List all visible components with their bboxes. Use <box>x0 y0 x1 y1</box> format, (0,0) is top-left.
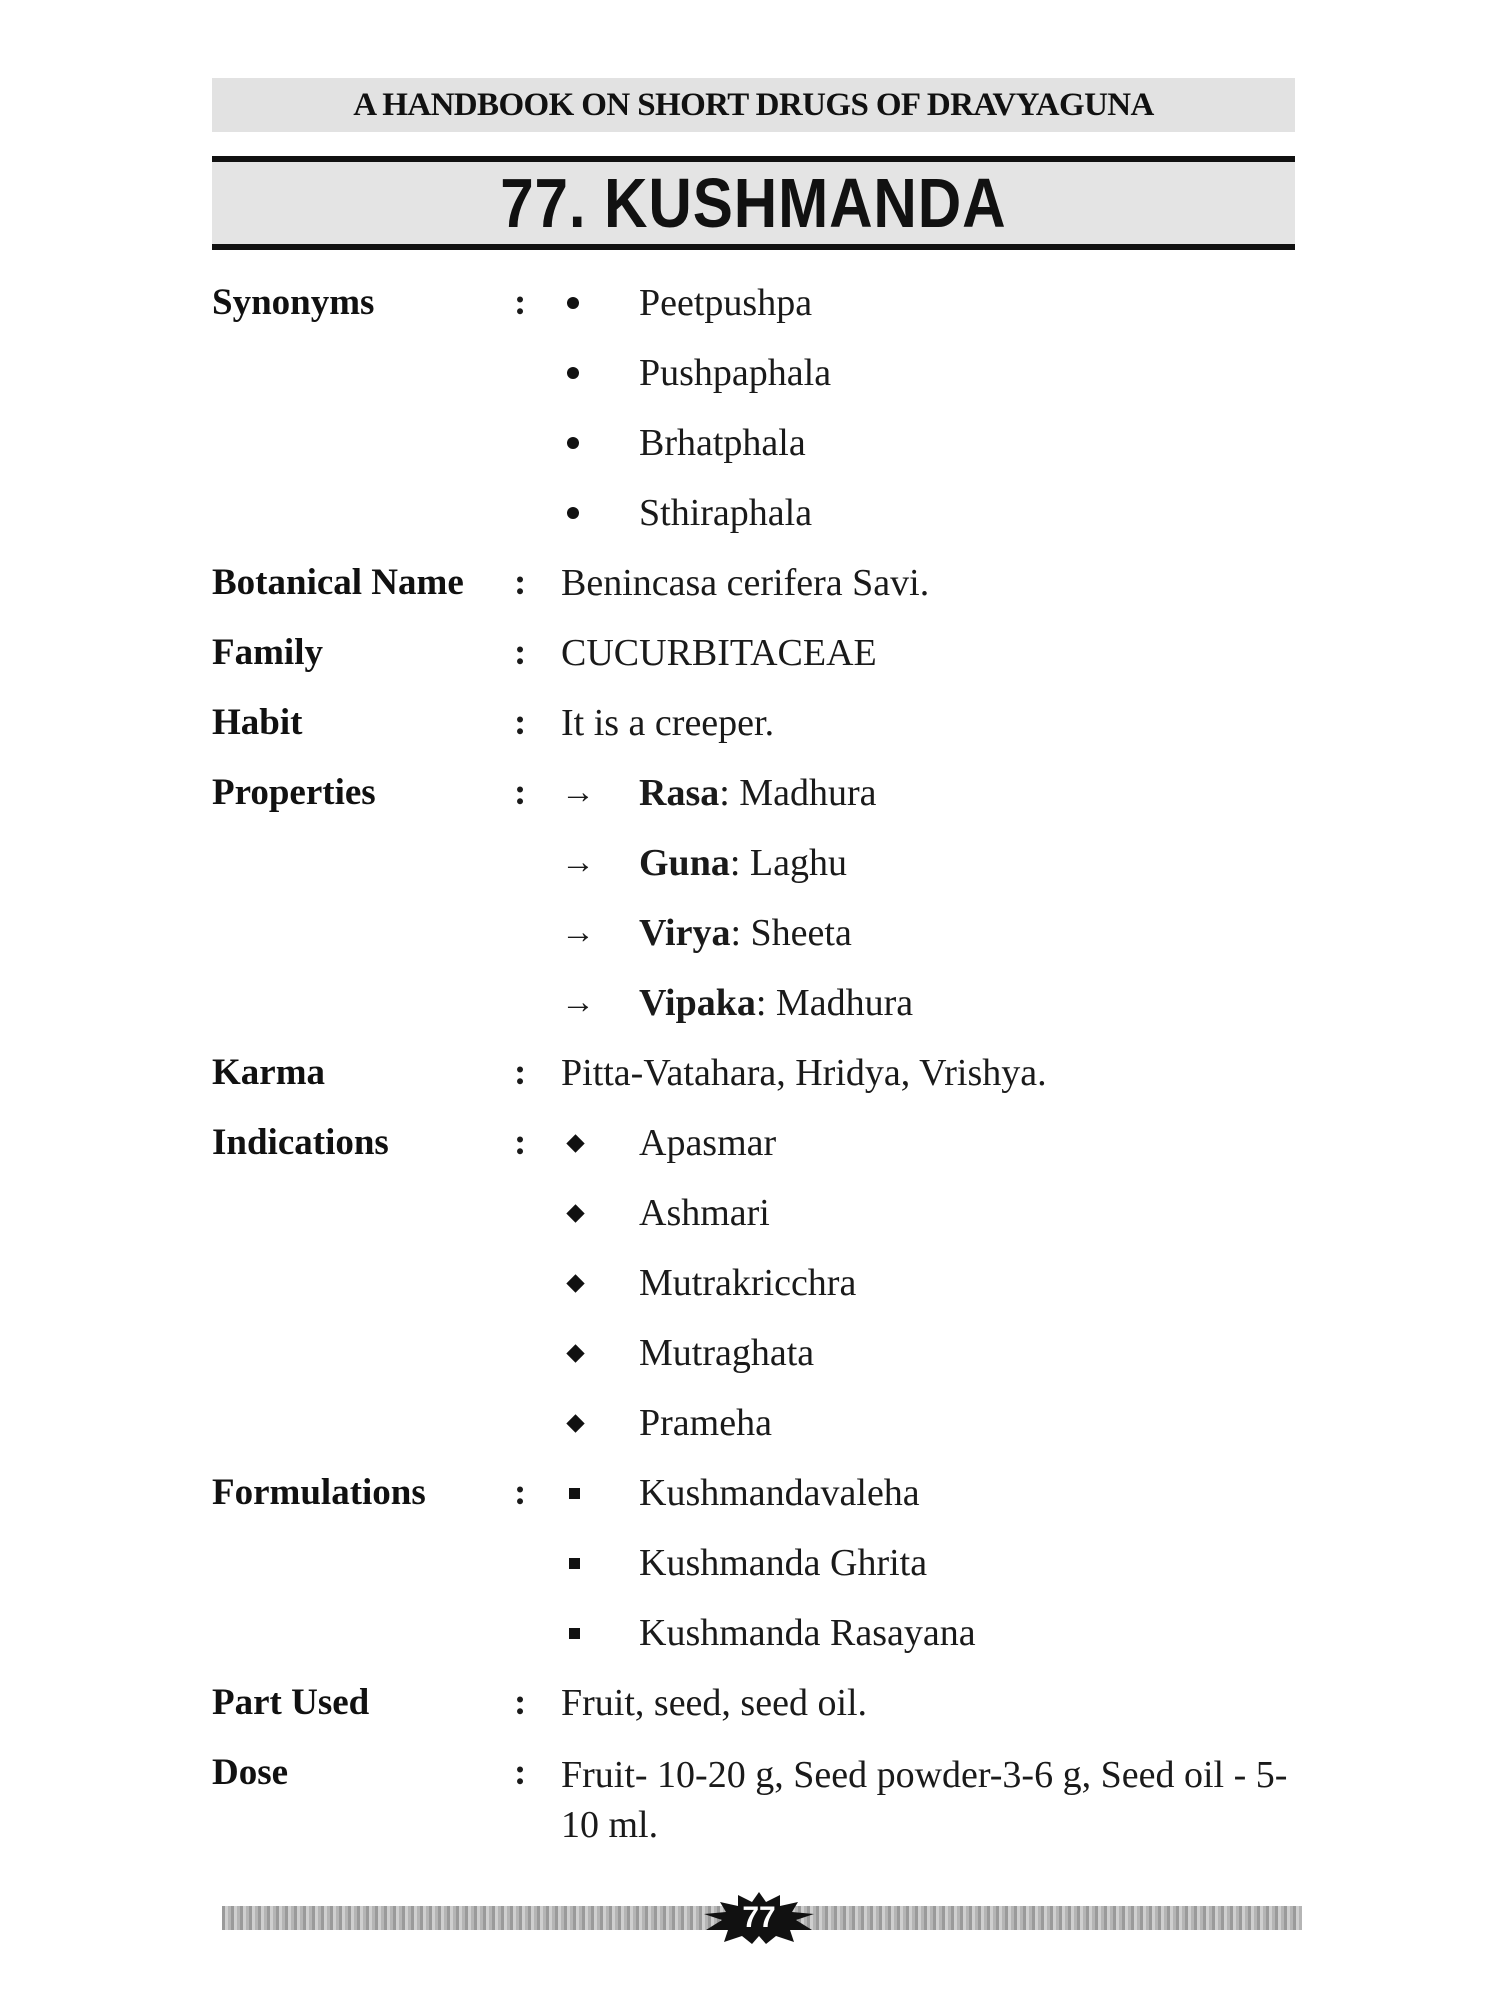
arrow-right-icon: → <box>561 914 595 951</box>
list-item: → Virya: Sheeta <box>561 912 852 954</box>
part-used-row <box>212 1668 1312 1738</box>
arrow-right-icon: → <box>561 774 595 811</box>
botanical-label: Botanical Name <box>212 562 464 603</box>
habit-colon: : <box>514 702 527 743</box>
family-colon: : <box>514 632 527 673</box>
botanical-colon: : <box>514 562 527 603</box>
indications-list <box>561 1108 1312 1458</box>
karma-colon: : <box>514 1052 527 1093</box>
family-label: Family <box>212 632 323 673</box>
list-item: Brhatphala <box>561 408 1312 478</box>
diamond-bullet-icon <box>566 1344 584 1362</box>
formulations-list <box>561 1458 1312 1668</box>
karma-label: Karma <box>212 1052 326 1093</box>
chapter-title: 77. KUSHMANDA <box>500 164 1007 242</box>
page-number-badge <box>700 1892 818 1944</box>
list-item: Mutraghata <box>561 1318 1312 1388</box>
dose-value: Fruit- 10-20 g, Seed powder-3-6 g, Seed oil - 5-10 ml. <box>561 1754 1288 1846</box>
list-item: → Rasa: Madhura <box>561 772 877 814</box>
chapter-title-box <box>212 156 1295 250</box>
list-item: → Guna: Laghu <box>561 842 847 884</box>
bullet-dot-icon <box>567 367 579 379</box>
indications-row <box>212 1108 1312 1458</box>
dose-colon: : <box>514 1752 527 1793</box>
diamond-bullet-icon <box>566 1204 584 1222</box>
list-item: Prameha <box>561 1388 1312 1458</box>
habit-value: It is a creeper. <box>561 702 775 744</box>
formulations-row <box>212 1458 1312 1668</box>
list-item: Apasmar <box>561 1108 1312 1178</box>
list-item: Kushmanda Rasayana <box>561 1598 1312 1668</box>
karma-value: Pitta-Vatahara, Hridya, Vrishya. <box>561 1052 1047 1094</box>
properties-label: Properties <box>212 772 376 813</box>
diamond-bullet-icon <box>566 1274 584 1292</box>
synonyms-row <box>212 268 1312 548</box>
bullet-dot-icon <box>567 507 579 519</box>
family-value: CUCURBITACEAE <box>561 632 877 674</box>
list-item: Peetpushpa <box>561 268 1312 338</box>
list-item: Kushmandavaleha <box>561 1458 1312 1528</box>
arrow-right-icon: → <box>561 844 595 881</box>
part-used-colon: : <box>514 1682 527 1723</box>
botanical-row <box>212 548 1312 618</box>
square-bullet-icon <box>569 1558 580 1569</box>
habit-row <box>212 688 1312 758</box>
synonyms-list <box>561 268 1312 548</box>
dose-label: Dose <box>212 1752 289 1793</box>
habit-label: Habit <box>212 702 303 743</box>
monograph-content <box>212 268 1312 1850</box>
indications-colon: : <box>514 1122 527 1163</box>
formulations-colon: : <box>514 1472 527 1513</box>
page-number: 77 <box>742 1901 776 1934</box>
square-bullet-icon <box>569 1488 580 1499</box>
running-head: A HANDBOOK ON SHORT DRUGS OF DRAVYAGUNA <box>212 78 1295 132</box>
list-item: Ashmari <box>561 1178 1312 1248</box>
diamond-bullet-icon <box>566 1414 584 1432</box>
bullet-dot-icon <box>567 297 579 309</box>
karma-row <box>212 1038 1312 1108</box>
synonyms-label: Synonyms <box>212 282 375 323</box>
botanical-value: Benincasa cerifera Savi. <box>561 562 930 604</box>
properties-colon: : <box>514 772 527 813</box>
formulations-label: Formulations <box>212 1472 426 1513</box>
diamond-bullet-icon <box>566 1134 584 1152</box>
square-bullet-icon <box>569 1628 580 1639</box>
list-item: Pushpaphala <box>561 338 1312 408</box>
indications-label: Indications <box>212 1122 389 1163</box>
list-item: Kushmanda Ghrita <box>561 1528 1312 1598</box>
list-item: Sthiraphala <box>561 478 1312 548</box>
dose-row <box>212 1738 1312 1850</box>
family-row <box>212 618 1312 688</box>
list-item: Mutrakricchra <box>561 1248 1312 1318</box>
arrow-right-icon: → <box>561 984 595 1021</box>
part-used-value: Fruit, seed, seed oil. <box>561 1682 868 1724</box>
synonyms-colon: : <box>514 282 527 323</box>
list-item: → Vipaka: Madhura <box>561 982 914 1024</box>
properties-row <box>212 758 1312 1038</box>
part-used-label: Part Used <box>212 1682 370 1723</box>
properties-list <box>561 758 1312 1038</box>
bullet-dot-icon <box>567 437 579 449</box>
